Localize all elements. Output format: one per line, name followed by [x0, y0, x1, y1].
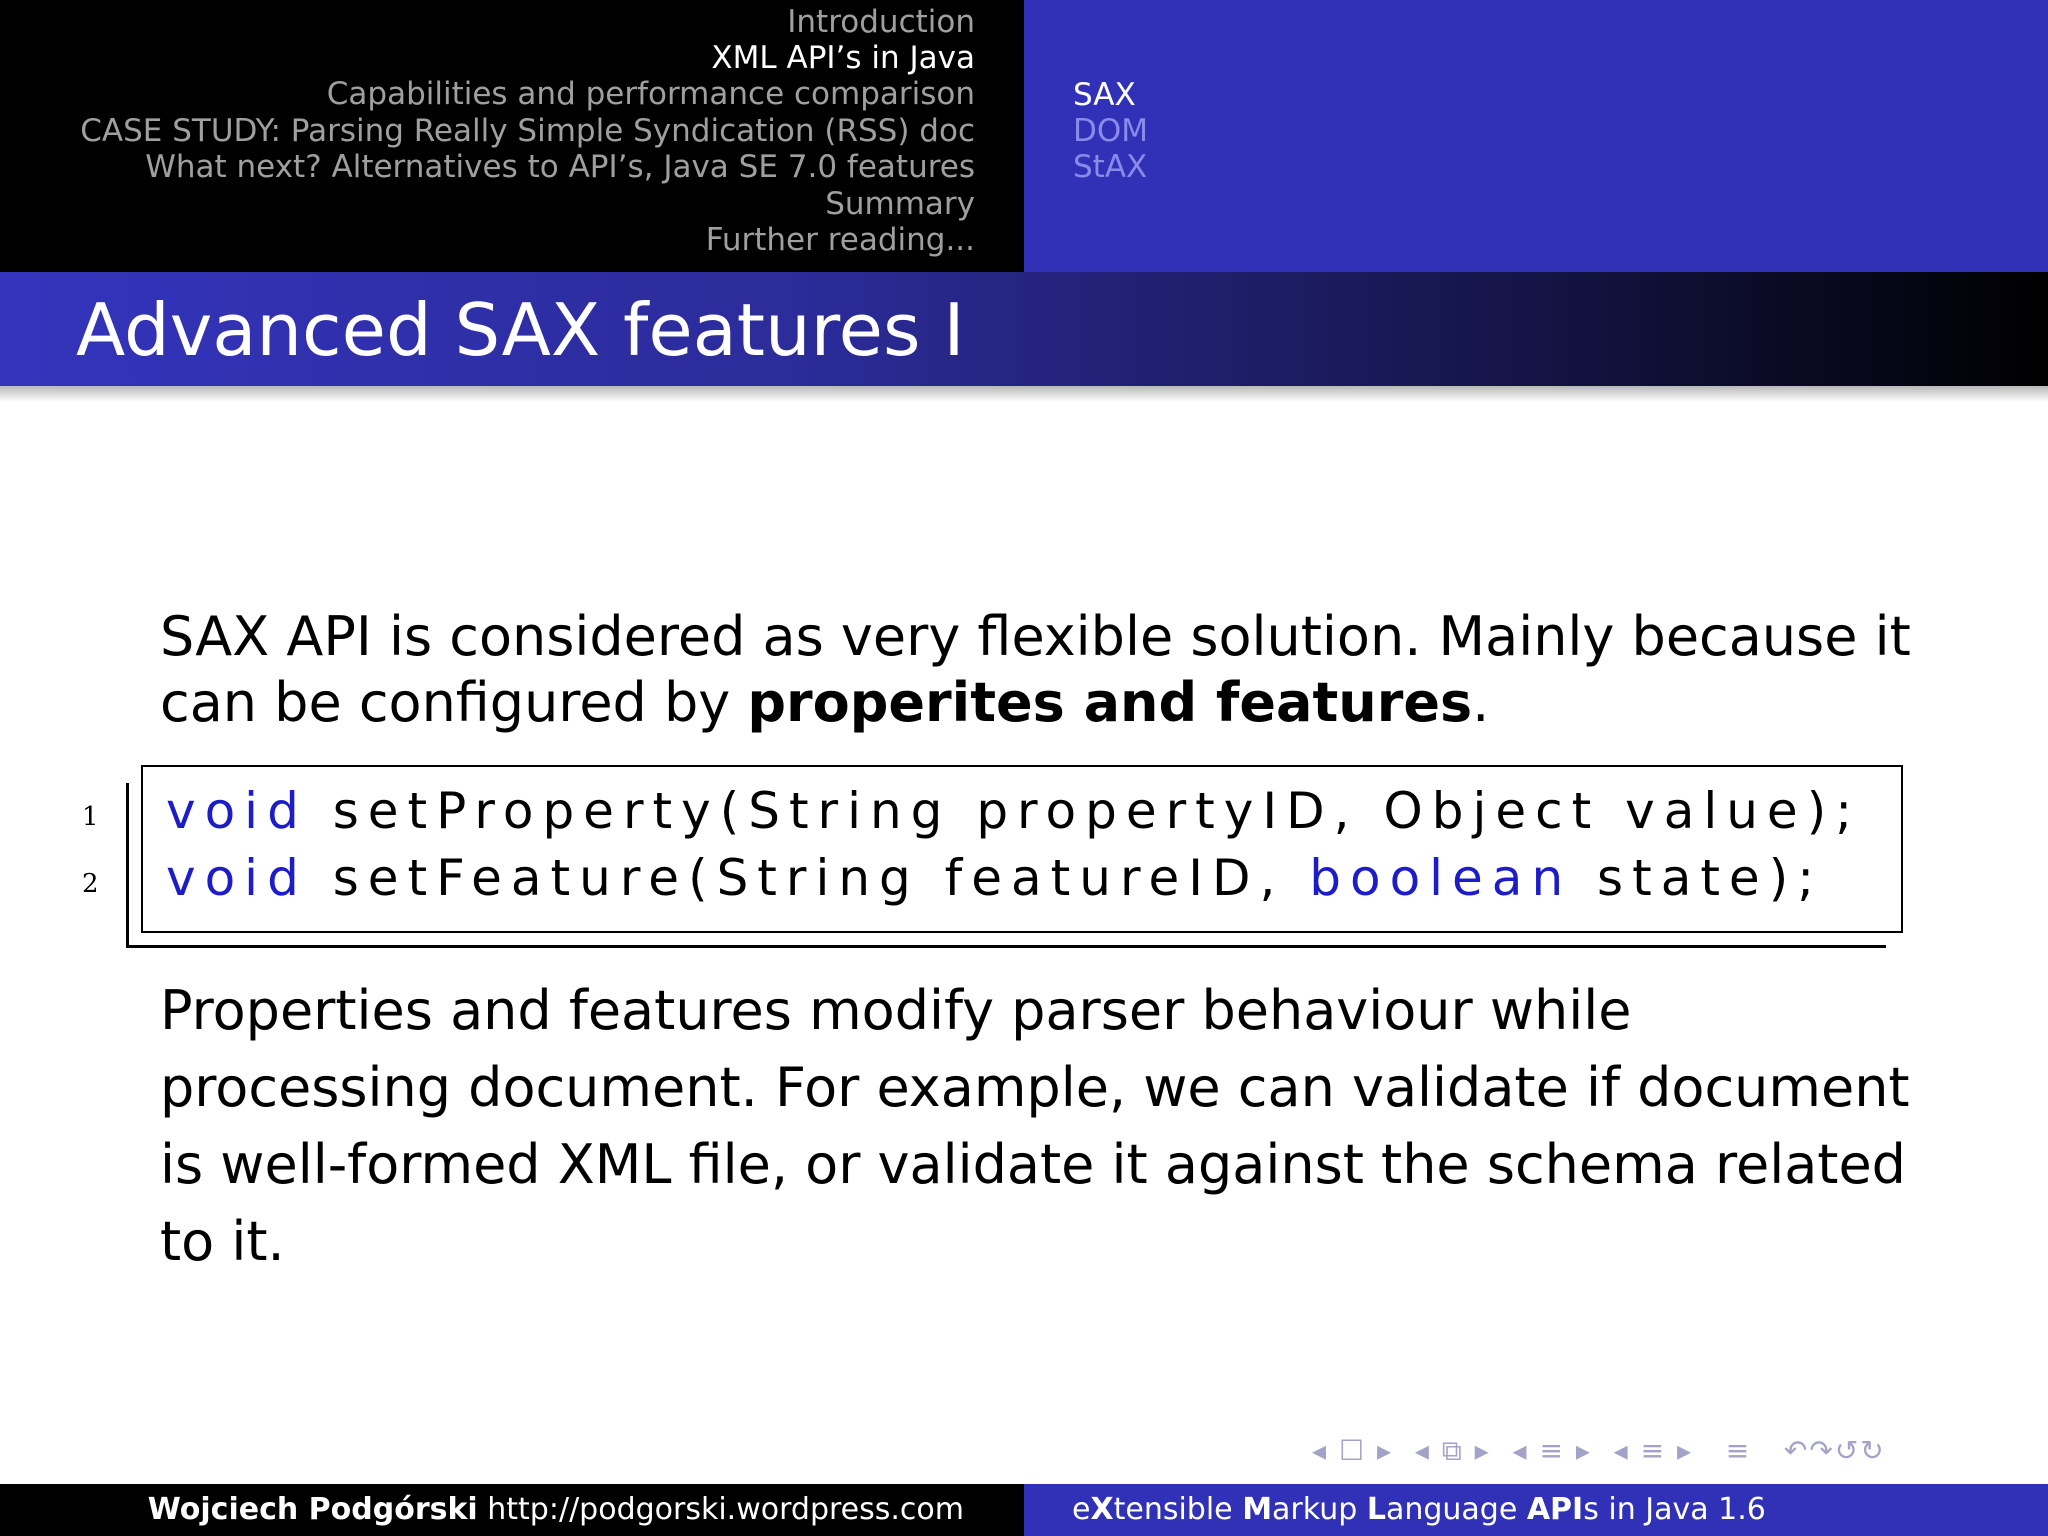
nav-section-capabilities[interactable]: Capabilities and performance comparison	[326, 76, 975, 112]
footer-title-part: anguage	[1385, 1492, 1527, 1527]
intro-bold-text: properites and features	[747, 671, 1473, 734]
code-frame-bottom	[126, 945, 1886, 948]
code-line-number: 2	[82, 869, 99, 899]
nav-section-summary[interactable]: Summary	[825, 186, 975, 222]
code-keyword: void	[166, 849, 308, 907]
nav-section-further-reading[interactable]: Further reading...	[705, 222, 975, 258]
subsection-navigation	[1024, 0, 2048, 272]
nav-section-introduction[interactable]: Introduction	[787, 4, 975, 40]
footer-title-part: API	[1526, 1492, 1584, 1527]
code-text: setProperty(String propertyID, Object value);	[307, 782, 1862, 840]
author-name: Wojciech Podgórski	[147, 1492, 478, 1527]
nav-section-what-next[interactable]: What next? Alternatives to API’s, Java SE 7.0 features	[145, 149, 975, 185]
footer-title-part: e	[1072, 1492, 1091, 1527]
footer-title-part: arkup	[1272, 1492, 1367, 1527]
code-line-1	[166, 782, 1861, 840]
footer-title-part: L	[1366, 1492, 1386, 1527]
footer-title-part: X	[1090, 1492, 1114, 1527]
code-line-2	[166, 849, 1823, 907]
nav-section-xml-apis[interactable]: XML API’s in Java	[711, 40, 975, 76]
footer-title-part: s in Java 1.6	[1583, 1492, 1766, 1527]
footer-title-bar	[1024, 1484, 2048, 1536]
nav-subsection-stax[interactable]: StAX	[1073, 149, 1148, 185]
nav-subsection-sax[interactable]: SAX	[1073, 77, 1136, 113]
intro-text: SAX API is considered as very flexible solution. Mainly because it can be configured by	[160, 605, 1911, 734]
footer-title-part: tensible	[1113, 1492, 1243, 1527]
navigation-symbols[interactable]: ◂ ☐ ▸ ◂ ⧉ ▸ ◂ ≡ ▸ ◂ ≡ ▸ ≡ ↶↷↺↻	[1312, 1434, 1886, 1467]
code-line-number: 1	[82, 802, 99, 832]
section-navigation	[0, 0, 1024, 272]
footer-title-part: M	[1242, 1492, 1273, 1527]
code-text: state);	[1572, 849, 1824, 907]
code-keyword: void	[166, 782, 308, 840]
author-url: http://podgorski.wordpress.com	[487, 1492, 964, 1527]
code-frame-left	[126, 783, 129, 948]
title-bar	[0, 272, 2048, 386]
footer-title	[1072, 1484, 1766, 1536]
slide-title: Advanced SAX features I	[76, 288, 965, 372]
intro-text-end: .	[1472, 671, 1490, 734]
intro-paragraph	[160, 604, 1920, 736]
nav-section-case-study[interactable]: CASE STUDY: Parsing Really Simple Syndication (RSS) doc	[80, 113, 975, 149]
title-bar-shadow	[0, 386, 2048, 402]
footer-author-bar	[0, 1484, 1024, 1536]
code-text: setFeature(String featureID,	[307, 849, 1310, 907]
code-keyword: boolean	[1309, 849, 1573, 907]
nav-subsection-dom[interactable]: DOM	[1073, 113, 1149, 149]
footer-author	[148, 1484, 964, 1536]
outro-paragraph: Properties and features modify parser behaviour while processing document. For example, we can validate if document is well-formed XML file, or validate it against the schema related to it.	[160, 979, 1910, 1273]
